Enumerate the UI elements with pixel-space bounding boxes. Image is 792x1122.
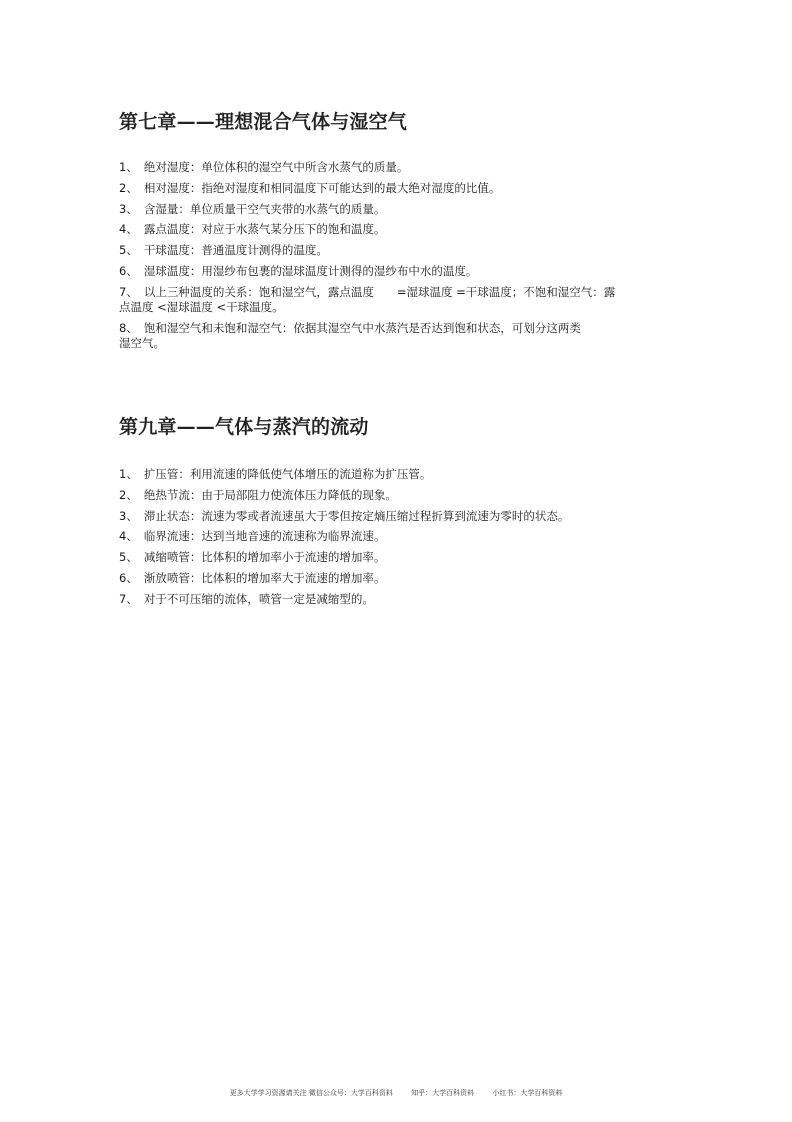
item-number: 6、 (119, 570, 138, 585)
item-number: 7、 (119, 591, 138, 606)
chapter-7-title: 第七章——理想混合气体与湿空气 (119, 111, 408, 133)
item-text: 扩压管：利用流速的降低使气体增压的流道称为扩压管。 (143, 467, 432, 481)
chapter-9-title: 第九章——气体与蒸汽的流动 (119, 416, 369, 438)
item-text: 相对湿度：指绝对湿度和相同温度下可能达到的最大绝对湿度的比值。 (143, 180, 501, 195)
list-item (119, 222, 679, 237)
item-text: 渐放喷管：比体积的增加率大于流速的增加率。 (143, 570, 386, 585)
list-item (119, 243, 679, 258)
list-item (119, 550, 679, 565)
footer-wechat-text: 更多大学学习资源请关注 微信公众号：大学百科资料 (229, 1089, 393, 1097)
item-number: 2、 (119, 180, 138, 195)
item-number: 4、 (119, 529, 138, 544)
item-text: 绝对湿度：单位体积的湿空气中所含水蒸气的质量。 (143, 160, 409, 174)
item-number: 3、 (119, 201, 138, 216)
item-text: 以上三种温度的关系：饱和湿空气，露点温度 =湿球温度 =干球温度；不饱和湿空气：露 (143, 284, 616, 299)
item-number: 5、 (119, 243, 138, 258)
item-text: 含湿量：单位质量干空气夹带的水蒸气的质量。 (143, 201, 386, 216)
list-item (119, 321, 679, 351)
item-number: 6、 (119, 263, 138, 278)
item-text: 对于不可压缩的流体，喷管一定是减缩型的。 (143, 591, 374, 606)
list-item (119, 488, 679, 503)
list-item (119, 592, 679, 607)
page-footer (0, 1088, 792, 1098)
item-text: 湿球温度：用湿纱布包裹的湿球温度计测得的湿纱布中水的温度。 (143, 263, 478, 278)
item-number: 5、 (119, 550, 138, 565)
footer-xiaohongshu-text: 小红书：大学百科资料 (492, 1089, 563, 1097)
item-text: 绝热节流：由于局部阻力使流体压力降低的现象。 (143, 487, 397, 502)
item-text: 干球温度：普通温度计测得的温度。 (143, 243, 328, 258)
item-text: 露点温度：对应于水蒸气某分压下的饱和温度。 (143, 222, 386, 237)
item-number: 4、 (119, 222, 138, 237)
list-item (119, 160, 679, 175)
footer-zhihu-text: 知乎：大学百科资料 (411, 1089, 475, 1097)
item-text-continuation: 点温度 <湿球温度 <干球温度。 (119, 299, 284, 314)
item-text: 饱和湿空气和未饱和湿空气：依据其湿空气中水蒸汽是否达到饱和状态，可划分这两类 (143, 320, 581, 335)
list-item (119, 509, 679, 524)
chapter-9-definition-list (119, 467, 679, 613)
list-item (119, 529, 679, 544)
item-number: 1、 (119, 160, 138, 174)
item-number: 2、 (119, 487, 138, 502)
item-number: 3、 (119, 508, 138, 523)
list-item (119, 571, 679, 586)
list-item (119, 467, 679, 482)
item-text-continuation: 湿空气。 (119, 335, 165, 350)
item-text: 临界流速：达到当地音速的流速称为临界流速。 (143, 529, 386, 544)
list-item (119, 264, 679, 279)
list-item (119, 202, 679, 217)
item-number: 7、 (119, 284, 138, 299)
item-text: 滞止状态：流速为零或者流速虽大于零但按定熵压缩过程折算到流速为零时的状态。 (143, 508, 570, 523)
item-text: 减缩喷管：比体积的增加率小于流速的增加率。 (143, 550, 386, 565)
chapter-7-definition-list (119, 160, 679, 356)
list-item (119, 285, 679, 315)
item-number: 1、 (119, 467, 138, 481)
item-number: 8、 (119, 320, 138, 335)
list-item (119, 181, 679, 196)
